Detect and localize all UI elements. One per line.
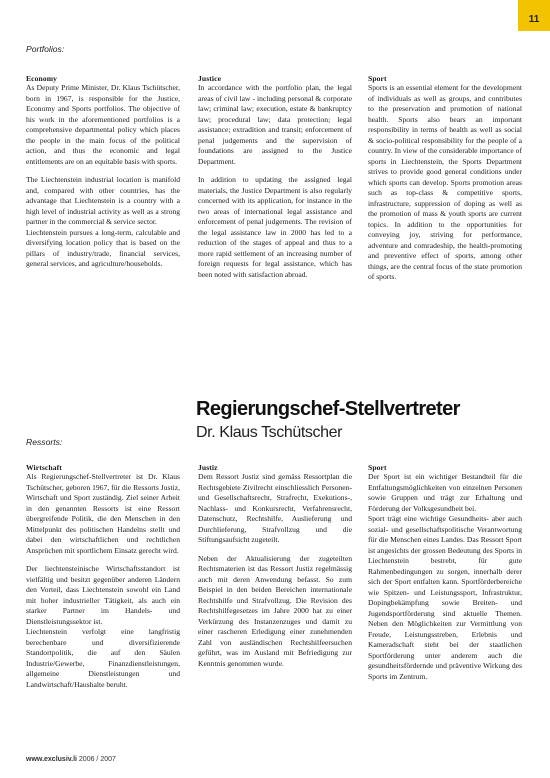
- column-justice: [198, 74, 352, 288]
- heading-wirtschaft: Wirtschaft: [26, 463, 62, 472]
- page-title: Regierungschef-Stellvertreter: [196, 398, 460, 420]
- paragraph: In accordance with the portfolio plan, the legal areas of civil law - including personal & corporate law; criminal law; execution, estate & bankruptcy law; procedural law; data protection; legal assistance; extradition and transit; enforcement of penal judgements and the supervision of foundations are assigned to the Justice Department.: [198, 83, 352, 166]
- paragraph: Dem Ressort Justiz sind gemäss Ressortplan die Rechtsgebiete Zivilrecht einschliesslich Personen- und Gesellschaftsrecht, Strafrecht, Exekutions-, Nachlass- und Konkursrecht, Verfahrensrecht, Datenschutz, Rechtshilfe, Auslieferung und Durchlieferung, Strafvollzug und die Stiftungsaufsicht zugeteilt.: [198, 472, 352, 544]
- footer-site: www.exclusiv.li: [26, 756, 77, 763]
- column-economy: [26, 74, 180, 278]
- paragraph: The Liechtenstein industrial location is manifold and, compared with other countries, has the advantage that Liechtenstein is a country with a high level of industrial activity as well as a strong partner in the commercial & service sector.: [26, 175, 180, 226]
- paragraph: Neben der Aktualisierung der zugeteilten Rechtsmaterien ist das Ressort Justiz regelmässig auch mit deren Anwendung befasst. So zum Beispiel in den beiden Bereichen internationale Rechtshilfe und Strafvollzug. Die Revision des Rechtshilfegesetzes im Jahre 2000 hat zu einer Verkürzung des Instanzenzuges und damit zu einer rascheren Erledigung einer zunehmenden Zahl von ausländischen Rechtshilfeersuchen geführt, was im Ausland mit Befriedigung zur Kenntnis genommen wurde.: [198, 553, 352, 668]
- page-number: 11: [518, 0, 550, 31]
- page-subtitle: Dr. Klaus Tschütscher: [196, 424, 343, 441]
- heading-justiz: Justiz: [198, 463, 218, 472]
- paragraph: Sports is an essential element for the development of individuals as well as groups, and contributes to the preservation and promotion of national health. Sports also bears an important responsibility in terms of health as well as social & socio-political responsibility for the people of a country. In view of the considerable importance of sports in Liechtenstein, the Sports Department strives to provide good general conditions under which sports can develop. Sports promotion areas such as top-class & competitive sports, infrastructure, suppression of doping as well as the promotion of mass & youth sports are current topics. In addition to the opportunities for conveying joy, striving for performance, adventure and comradeship, the health-promoting and preventive effect of sports, among other things, are the central focus of the state promotion of sports.: [368, 83, 522, 281]
- paragraph: Liechtenstein pursues a long-term, calculable and diversifying location policy that is based on the pillars of industry/trade, financial services, general services, and agriculture/households.: [26, 227, 180, 268]
- column-wirtschaft: [26, 463, 180, 698]
- footer: [26, 756, 116, 763]
- paragraph: Als Regierungschef-Stellvertreter ist Dr. Klaus Tschütscher, geboren 1967, für die Ressorts Justiz, Wirtschaft und Sport zuständig. Ziel seiner Arbeit in den genannten Ressorts ist eine Ressort übergreifende Politik, die den Menschen in den Mittelpunkt des politischen Handelns stellt und dabei den wirtschaftlichen und rechtlichen Ansprüchen mit sportlichem Einsatz gerecht wird.: [26, 472, 180, 555]
- heading-sport: Sport: [368, 74, 387, 83]
- column-justiz: [198, 463, 352, 677]
- column-sport-en: [368, 74, 522, 291]
- paragraph: Liechtenstein verfolgt eine langfristig berechenbare und diversifizierende Standortpolitik, die auf den Säulen Industrie/Gewerbe, Finanzdienstleistungen, allgemeine Dienstleistungen und Landwirtschaft/Haushalte beruht.: [26, 627, 180, 689]
- paragraph: Der Sport ist ein wichtiger Bestandteil für die Entfaltungsmöglichkeiten von einzelnen Personen sowie Gruppen und trägt zur Erhaltung und Förderung der Volksgesundheit bei.: [368, 472, 522, 513]
- footer-year: 2006 / 2007: [76, 756, 116, 763]
- heading-economy: Economy: [26, 74, 58, 83]
- heading-justice: Justice: [198, 74, 222, 83]
- paragraph: In addition to updating the assigned legal materials, the Justice Department is also regularly concerned with its application, for instance in the two areas of international legal assistance and enforcement of penal judgements. The revision of the legal assistance law in 2000 has led to a reduction of the stages of appeal and thus to a more rapid settlement of an increasing number of foreign requests for legal assistance, which has been noted with satisfaction abroad.: [198, 175, 352, 279]
- section-label-ressorts: Ressorts:: [26, 437, 63, 447]
- column-sport-de: [368, 463, 522, 690]
- paragraph: As Deputy Prime Minister, Dr. Klaus Tschütscher, born in 1967, is responsible for the Justice, Economy and Sports portfolios. The objective of his work in the aforementioned portfolios is a comprehensive departmental policy which places the people in the main focus of the political action, and thus the economic and legal entitlements are on an equitable basis with sports.: [26, 83, 180, 166]
- section-label-portfolios: Portfolios:: [26, 44, 65, 54]
- heading-sport: Sport: [368, 463, 387, 472]
- paragraph: Sport trägt eine wichtige Gesundheits- aber auch sozial- und gesellschaftspolitische Verantwortung für die Menschen eines Landes. Das Ressort Sport ist angesichts der grossen Bedeutung des Sports in Liechtenstein bestrebt, für gute Rahmenbedingungen zu sorgen, innerhalb derer sich der Sport entfalten kann. Sportförderbereiche wie Spitzen- und Leistungssport, Infrastruktur, Dopingbekämpfung sowie Breiten- und Jugendsportförderung sind aktuelle Themen. Neben den Möglichkeiten zur Vermittlung von Freude, Leistungsstreben, Erlebnis und Kameradschaft steht bei der staatlichen Sportförderung unter anderem auch die gesundheitsfördernde und präventive Wirkung des Sports im Zentrum.: [368, 514, 522, 681]
- paragraph: Der liechtensteinische Wirtschaftsstandort ist vielfältig und besitzt gegenüber anderen Ländern den Vorteil, dass Liechtenstein sowohl ein Land mit hoher industrieller Tätigkeit, als auch ein starker Partner im Handels- und Dienstleistungssektor ist.: [26, 564, 180, 626]
